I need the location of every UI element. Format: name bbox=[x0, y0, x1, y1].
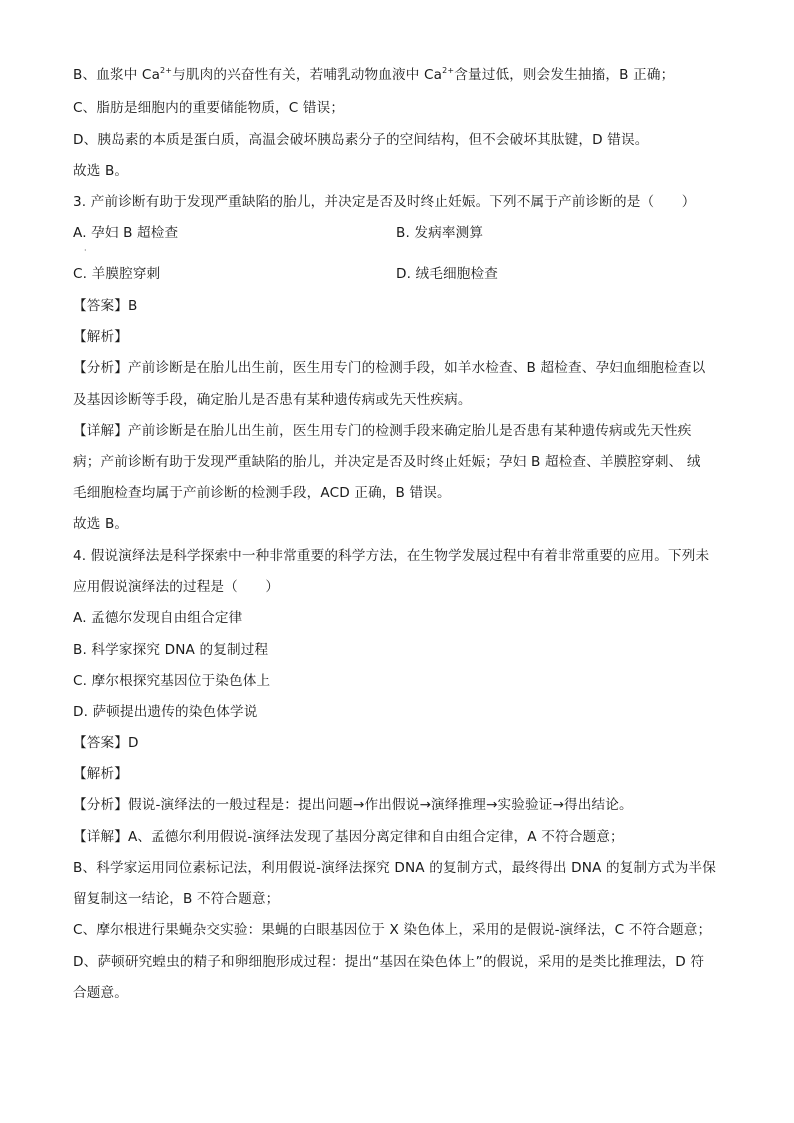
stray-dot: · bbox=[84, 246, 87, 255]
q4-answer: 【答案】D bbox=[73, 735, 139, 751]
q4-analysis-line-1: 【分析】假说-演绎法的一般过程是：提出问题→作出假说→演绎推理→实验验证→得出结论。 bbox=[73, 797, 633, 813]
q3-option-b: B. 发病率测算 bbox=[396, 225, 484, 241]
q4-stem-line-2: 应用假说演绎法的过程是（ ） bbox=[73, 579, 280, 595]
q4-detail-d-line-1: D、萨顿研究蝗虫的精子和卵细胞形成过程：提出“基因在染色体上”的假说，采用的是类比推理法，D 符 bbox=[73, 954, 705, 970]
q4-detail-b-line-2: 留复制这一结论，B 不符合题意； bbox=[73, 891, 280, 907]
q4-option-a: A. 孟德尔发现自由组合定律 bbox=[73, 610, 243, 626]
q2-option-b-explanation bbox=[73, 66, 674, 84]
q2-option-d-explanation: D、胰岛素的本质是蛋白质，高温会破坏胰岛素分子的空间结构，但不会破坏其肽键，D 错误。 bbox=[73, 132, 649, 148]
q3-conclusion: 故选 B。 bbox=[73, 516, 129, 532]
text-run: 与肌肉的兴奋性有关，若哺乳动物血液中 Ca bbox=[172, 67, 443, 83]
q4-option-d: D. 萨顿提出遗传的染色体学说 bbox=[73, 704, 258, 720]
q3-analysis-line-2: 及基因诊断等手段，确定胎儿是否患有某种遗传病或先天性疾病。 bbox=[73, 392, 472, 408]
q4-option-c: C. 摩尔根探究基因位于染色体上 bbox=[73, 673, 271, 689]
q4-detail-a: 【详解】A、孟德尔利用假说-演绎法发现了基因分离定律和自由组合定律，A 不符合题意； bbox=[73, 829, 624, 845]
q4-stem-line-1: 4. 假说演绎法是科学探索中一种非常重要的科学方法，在生物学发展过程中有着非常重要的应用。下列未 bbox=[73, 548, 710, 564]
q3-detail-line-2: 病；产前诊断有助于发现严重缺陷的胎儿，并决定是否及时终止妊娠；孕妇 B 超检查、羊膜腔穿刺、 绒 bbox=[73, 454, 701, 470]
q2-option-c-explanation: C、脂肪是细胞内的重要储能物质，C 错误； bbox=[73, 100, 345, 116]
q4-analysis-label: 【解析】 bbox=[73, 766, 128, 782]
text-run: B、血浆中 Ca bbox=[73, 67, 161, 83]
text-run: 含量过低，则会发生抽搐，B 正确； bbox=[454, 67, 675, 83]
q3-stem: 3. 产前诊断有助于发现严重缺陷的胎儿，并决定是否及时终止妊娠。下列不属于产前诊断的是（ ） bbox=[73, 194, 696, 210]
q3-option-a: A. 孕妇 B 超检查 bbox=[73, 225, 179, 241]
q2-conclusion: 故选 B。 bbox=[73, 163, 129, 179]
q3-detail-line-3: 毛细胞检查均属于产前诊断的检测手段，ACD 正确，B 错误。 bbox=[73, 485, 451, 501]
q3-analysis-label: 【解析】 bbox=[73, 329, 128, 345]
q4-detail-d-line-2: 合题意。 bbox=[73, 985, 128, 1001]
q4-detail-c: C、摩尔根进行果蝇杂交实验：果蝇的白眼基因位于 X 染色体上，采用的是假说-演绎法，C 不符合题意； bbox=[73, 922, 712, 938]
q3-option-c: C. 羊膜腔穿刺 bbox=[73, 266, 161, 282]
q3-detail-line-1: 【详解】产前诊断是在胎儿出生前，医生用专门的检测手段来确定胎儿是否患有某种遗传病或先天性疾 bbox=[73, 423, 692, 439]
q3-answer: 【答案】B bbox=[73, 298, 138, 314]
superscript: 2+ bbox=[442, 66, 455, 75]
q4-option-b: B. 科学家探究 DNA 的复制过程 bbox=[73, 642, 269, 658]
q3-analysis-line-1: 【分析】产前诊断是在胎儿出生前，医生用专门的检测手段，如羊水检查、B 超检查、孕妇血细胞检查以 bbox=[73, 360, 706, 376]
superscript: 2+ bbox=[160, 66, 173, 75]
q4-detail-b-line-1: B、科学家运用同位素标记法，利用假说-演绎法探究 DNA 的复制方式，最终得出 DNA 的复制方式为半保 bbox=[73, 860, 716, 876]
q3-option-d: D. 绒毛细胞检查 bbox=[396, 266, 499, 282]
